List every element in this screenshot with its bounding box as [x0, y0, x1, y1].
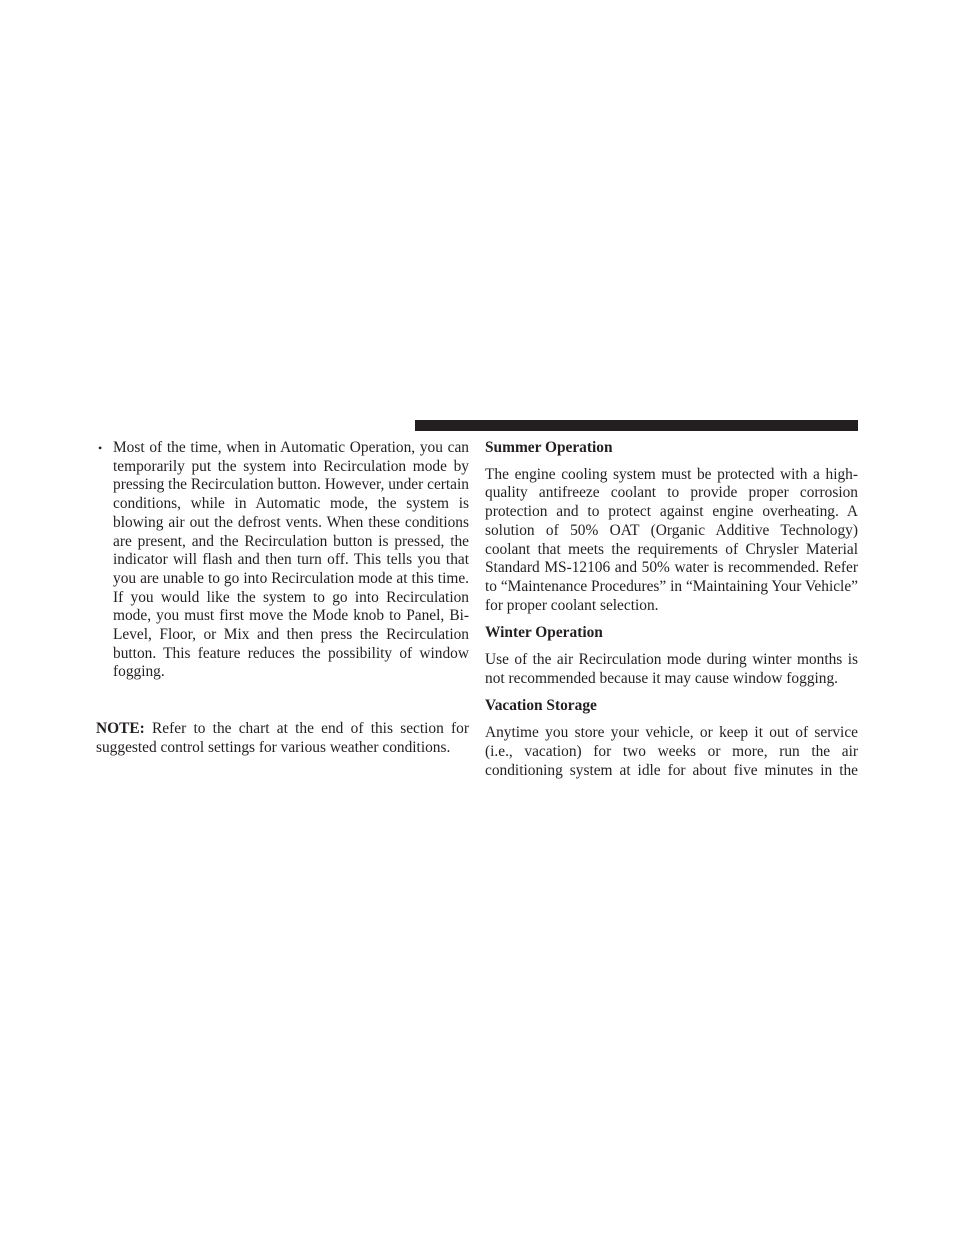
note-label: NOTE:: [96, 720, 145, 738]
bullet-icon: •: [98, 441, 103, 455]
vacation-storage-heading: Vacation Storage: [485, 697, 597, 715]
note-paragraph: [96, 720, 469, 757]
summer-operation-heading: Summer Operation: [485, 439, 613, 456]
left-column: [96, 439, 469, 758]
header-rule: [415, 420, 858, 431]
right-column: [485, 439, 858, 780]
bullet-item: [96, 439, 469, 682]
bullet-text: Most of the time, when in Automatic Operation, you can temporarily put the system into Recirculation mode by pressing the Recirculation button. However, under certain conditions, while in Automatic mode, the system is blowing air out the defrost vents. When these conditions are present, and the Recirculation button is pressed, the indicator will flash and then turn off. This tells you that you are unable to go into Recirculation mode at this time. If you would like the system to go into Recirculation mode, you must first move the Mode knob to Panel, Bi-Level, Floor, or Mix and then press the Recirculation button. This feature reduces the possibility of window fogging.: [113, 439, 469, 681]
winter-operation-text: Use of the air Recirculation mode during winter months is not recommended because it may cause window fogging.: [485, 651, 858, 687]
summer-operation-text: The engine cooling system must be protected with a high-quality antifreeze coolant to provide proper corrosion protection and to protect against engine overheating. A solution of 50% OAT (Organic Additive Technology) coolant that meets the requirements of Chrysler Material Standard MS-12106 and 50% water is recommended. Refer to “Maintenance Procedures” in “Maintaining Your Vehicle” for proper coolant selection.: [485, 465, 858, 614]
note-text: Refer to the chart at the end of this section for suggested control settings for various weather conditions.: [96, 720, 469, 756]
winter-operation-heading: Winter Operation: [485, 624, 603, 642]
vacation-storage-text: Anytime you store your vehicle, or keep it out of service (i.e., vacation) for two weeks or more, run the air conditioning system at idle for about five minutes in the: [485, 724, 858, 779]
